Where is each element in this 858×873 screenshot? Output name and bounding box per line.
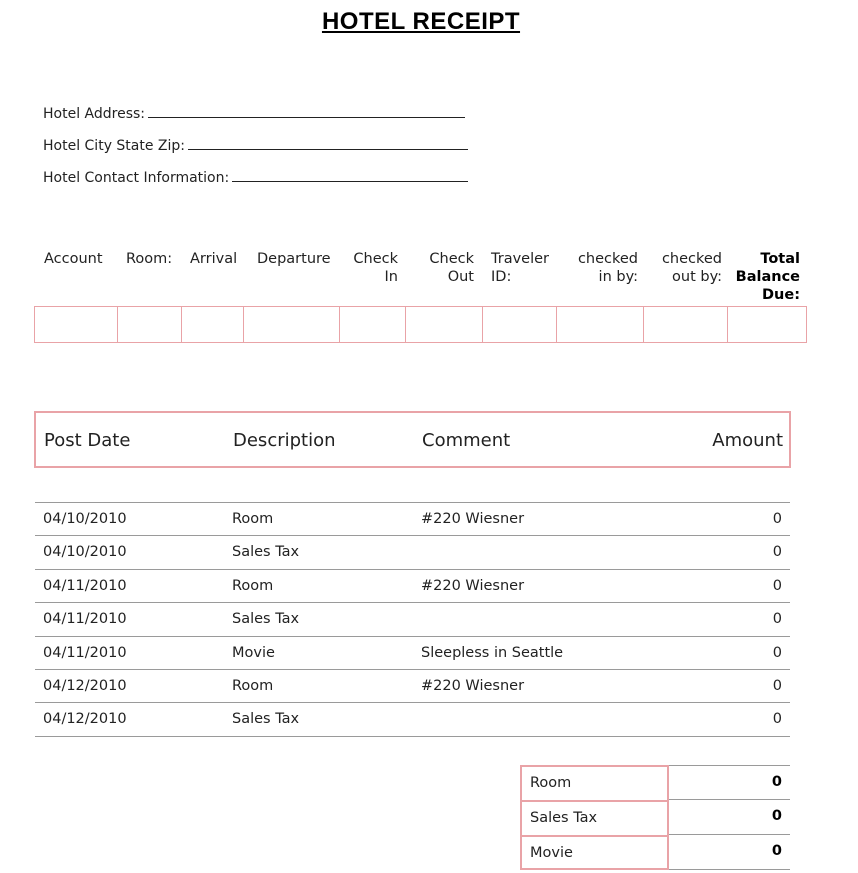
total-balance-cell[interactable] (728, 307, 806, 342)
room-cell[interactable] (118, 307, 182, 342)
header-checked-out-by (650, 250, 722, 286)
header-arrival: Arrival (190, 251, 238, 267)
hotel-address-line[interactable] (148, 103, 465, 118)
row-date: 04/10/2010 (43, 544, 127, 561)
header-checked-in-line1: checked (577, 251, 638, 267)
table-row (35, 670, 790, 703)
total-row (520, 835, 790, 870)
row-date: 04/11/2010 (43, 611, 127, 628)
row-comment: Sleepless in Seattle (421, 644, 564, 661)
page-title: HOTEL RECEIPT (321, 8, 521, 35)
row-comment: #220 Wiesner (421, 677, 525, 694)
account-entry-row (34, 306, 807, 343)
total-value-cell (669, 800, 790, 835)
header-account: Account (44, 251, 103, 267)
header-check-in-line1: Check (353, 251, 398, 267)
row-description: Room (232, 577, 274, 594)
row-comment: #220 Wiesner (421, 577, 525, 594)
row-date: 04/11/2010 (43, 577, 127, 594)
row-date: 04/12/2010 (43, 711, 127, 728)
checked-in-by-cell[interactable] (557, 307, 645, 342)
table-row (35, 637, 790, 670)
col-comment: Comment (422, 430, 511, 451)
total-value: 0 (771, 808, 782, 824)
ledger-header (34, 411, 791, 468)
hotel-city-state-zip-label: Hotel City State Zip: (43, 138, 186, 154)
header-check-out-line2: Out (447, 269, 474, 285)
table-row (35, 703, 790, 736)
total-label: Movie (530, 845, 573, 861)
departure-cell[interactable] (244, 307, 340, 342)
row-amount: 0 (772, 611, 782, 628)
row-amount: 0 (772, 511, 782, 527)
checked-out-by-cell[interactable] (644, 307, 728, 342)
header-check-out-line1: Check (429, 251, 474, 267)
total-row (520, 765, 790, 800)
hotel-city-state-zip-field[interactable] (43, 135, 468, 154)
row-date: 04/12/2010 (43, 677, 127, 694)
header-checked-out-line1: checked (661, 251, 722, 267)
header-checked-in-line2: in by: (598, 269, 638, 285)
total-label-cell (520, 800, 669, 835)
header-total-balance-due (730, 250, 800, 304)
total-label: Sales Tax (530, 810, 598, 826)
header-checked-in-by (565, 250, 638, 286)
row-description: Movie (232, 644, 275, 661)
header-traveler-line2: ID: (491, 269, 512, 285)
col-description: Description (233, 430, 336, 451)
total-label-cell (520, 835, 669, 870)
ledger-rows (35, 502, 790, 737)
table-row (35, 536, 790, 568)
row-amount: 0 (772, 644, 782, 661)
row-description: Sales Tax (232, 611, 300, 628)
hotel-address-label: Hotel Address: (43, 106, 146, 122)
header-total-line2: Balance (735, 269, 800, 285)
row-date: 04/10/2010 (43, 511, 127, 527)
header-room: Room: (126, 251, 173, 267)
header-check-in (345, 250, 398, 286)
check-in-cell[interactable] (340, 307, 406, 342)
arrival-cell[interactable] (182, 307, 245, 342)
account-cell[interactable] (35, 307, 118, 342)
col-post-date: Post Date (44, 430, 131, 451)
row-date: 04/11/2010 (43, 644, 127, 661)
row-description: Sales Tax (232, 544, 300, 561)
table-row (35, 503, 790, 536)
hotel-contact-label: Hotel Contact Information: (43, 170, 230, 186)
header-total-line1: Total (760, 251, 800, 267)
total-row (520, 800, 790, 835)
row-amount: 0 (772, 544, 782, 561)
header-checked-out-line2: out by: (672, 269, 722, 285)
header-departure: Departure (257, 251, 331, 267)
header-check-out (420, 250, 474, 286)
totals-summary (520, 765, 790, 870)
col-amount: Amount (712, 430, 783, 451)
total-label: Room (530, 775, 572, 791)
hotel-city-state-zip-line[interactable] (188, 135, 468, 150)
check-out-cell[interactable] (406, 307, 483, 342)
table-row (35, 569, 790, 603)
total-value: 0 (771, 774, 782, 790)
hotel-address-field[interactable] (43, 103, 465, 122)
row-description: Sales Tax (232, 711, 300, 728)
row-amount: 0 (772, 577, 782, 594)
header-total-line3: Due: (762, 287, 800, 303)
table-row (35, 603, 790, 636)
total-value-cell (669, 765, 790, 800)
hotel-contact-line[interactable] (232, 167, 468, 182)
traveler-id-cell[interactable] (483, 307, 557, 342)
header-traveler-id (491, 250, 549, 286)
row-amount: 0 (772, 677, 782, 694)
header-traveler-line1: Traveler (491, 251, 549, 267)
header-check-in-line2: In (384, 269, 398, 285)
total-value: 0 (771, 843, 782, 859)
row-comment: #220 Wiesner (421, 511, 525, 527)
row-description: Room (232, 677, 274, 694)
row-amount: 0 (772, 711, 782, 728)
total-value-cell (669, 835, 790, 870)
hotel-contact-field[interactable] (43, 167, 468, 186)
total-label-cell (520, 765, 669, 800)
row-description: Room (232, 511, 274, 527)
